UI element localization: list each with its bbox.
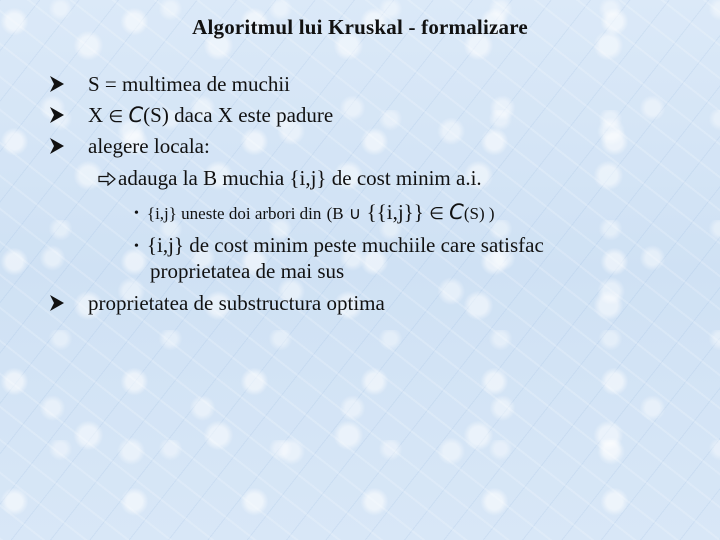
- sub-sub-item-1: [134, 200, 495, 226]
- sub-sub-item-2: [134, 233, 544, 259]
- element-of-symbol: ∈: [429, 204, 444, 224]
- set-x: X: [88, 103, 104, 127]
- sub-sub-item-2-continuation: proprietatea de mai sus: [150, 259, 345, 283]
- arrowhead-bullet-icon: [48, 74, 66, 94]
- set-c-symbol: C: [128, 103, 144, 127]
- arrowhead-bullet-icon: [48, 293, 66, 313]
- arrowhead-bullet-icon: [48, 105, 66, 125]
- item-2-rest: (S) daca X este padure: [143, 103, 334, 127]
- slide-title: Algoritmul lui Kruskal - formalizare: [192, 15, 528, 39]
- bullet-item-3: alegere locala:: [88, 134, 210, 158]
- union-symbol: ∪: [348, 204, 362, 224]
- edge-set: {{i,j}}: [366, 200, 424, 224]
- outline-arrow-icon: [98, 172, 116, 186]
- dot-bullet: •: [134, 206, 139, 221]
- bullet-item-1: S = multimea de muchii: [88, 72, 290, 96]
- element-of-symbol: ∈: [108, 107, 124, 127]
- sub-item-text: adauga la B muchia {i,j} de cost minim a.i.: [118, 166, 482, 190]
- set-c-symbol: C: [449, 200, 464, 224]
- bullet-item-2: [88, 103, 333, 129]
- bullet-item-4: proprietatea de substructura optima: [88, 291, 385, 315]
- sub-item: [98, 166, 482, 190]
- dot-bullet: •: [134, 239, 139, 254]
- sub-sub-item-2-line-1: {i,j} de cost minim peste muchiile care satisfac: [146, 233, 544, 257]
- sub-sub-item-1-mid: (B: [326, 204, 344, 223]
- sub-sub-item-1-text: {i,j} uneste doi arbori din: [146, 204, 322, 223]
- sub-sub-item-1-end: (S) ): [463, 204, 495, 223]
- arrowhead-bullet-icon: [48, 136, 66, 156]
